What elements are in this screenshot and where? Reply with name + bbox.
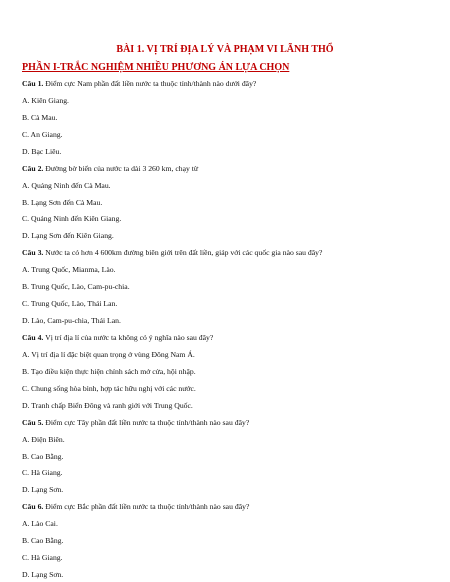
question-1	[22, 79, 256, 89]
option-1b: B. Cà Mau.	[22, 112, 58, 122]
option-5a: A. Điện Biên.	[22, 434, 65, 444]
option-3b: B. Trung Quốc, Lào, Cam-pu-chia.	[22, 282, 130, 292]
question-number: Câu 6.	[22, 502, 44, 512]
question-text: Vị trí địa lí của nước ta không có ý nghĩa nào sau đây?	[43, 333, 214, 342]
option-4a: A. Vị trí địa lí đặc biệt quan trọng ở vùng Đông Nam Á.	[22, 349, 195, 359]
option-4b: B. Tạo điều kiện thực hiện chính sách mở cửa, hội nhập.	[22, 366, 196, 376]
option-1c: C. An Giang.	[22, 129, 63, 139]
option-6b: B. Cao Bằng.	[22, 536, 64, 546]
option-2a: A. Quảng Ninh đến Cà Mau.	[22, 180, 111, 190]
option-6d: D. Lạng Sơn.	[22, 570, 64, 579]
question-text: Nước ta có hơn 4 600km đường biên giới trên đất liền, giáp với các quốc gia nào sau đây?	[43, 248, 323, 258]
option-4c: C. Chung sống hòa bình, hợp tác hữu nghị với các nước.	[22, 383, 196, 393]
option-5b: B. Cao Bằng.	[22, 451, 64, 461]
option-3c: C. Trung Quốc, Lào, Thái Lan.	[22, 299, 118, 309]
question-4	[22, 333, 213, 343]
question-number: Câu 2.	[22, 163, 44, 173]
question-6	[22, 502, 249, 512]
option-2b: B. Lạng Sơn đến Cà Mau.	[22, 197, 103, 207]
question-3	[22, 248, 322, 258]
option-2c: C. Quảng Ninh đến Kiên Giang.	[22, 214, 122, 224]
option-3a: A. Trung Quốc, Mianma, Lào.	[22, 265, 116, 275]
question-2	[22, 164, 198, 174]
question-number: Câu 4.	[22, 333, 44, 342]
question-text: Điểm cực Bắc phần đất liền nước ta thuộc tỉnh/thành nào sau đây?	[43, 502, 250, 512]
question-text: Đường bờ biển của nước ta dài 3 260 km, chạy từ	[43, 163, 199, 173]
option-2d: D. Lạng Sơn đến Kiên Giang.	[22, 231, 114, 241]
question-text: Điểm cực Nam phần đất liền nước ta thuộc tỉnh/thành nào dưới đây?	[43, 79, 257, 88]
option-6a: A. Lào Cai.	[22, 519, 58, 529]
question-number: Câu 5.	[22, 417, 44, 427]
option-4d: D. Tranh chấp Biển Đông và ranh giới với Trung Quốc.	[22, 400, 193, 410]
question-text: Điểm cực Tây phần đất liền nước ta thuộc tỉnh/thành nào sau đây?	[43, 417, 250, 427]
option-3d: D. Lào, Cam-pu-chia, Thái Lan.	[22, 316, 121, 325]
option-5d: D. Lạng Sơn.	[22, 485, 64, 495]
page-title: BÀI 1. VỊ TRÍ ĐỊA LÝ VÀ PHẠM VI LÃNH THỔ	[116, 44, 334, 55]
option-5c: C. Hà Giang.	[22, 468, 63, 478]
option-1d: D. Bạc Liêu.	[22, 146, 62, 156]
question-number: Câu 1.	[22, 79, 44, 88]
option-6c: C. Hà Giang.	[22, 553, 63, 563]
option-1a: A. Kiên Giang.	[22, 95, 69, 105]
section-heading: PHẦN I-TRẮC NGHIỆM NHIỀU PHƯƠNG ÁN LỰA CHỌN	[22, 62, 290, 73]
question-number: Câu 3.	[22, 248, 44, 258]
question-5	[22, 418, 249, 428]
